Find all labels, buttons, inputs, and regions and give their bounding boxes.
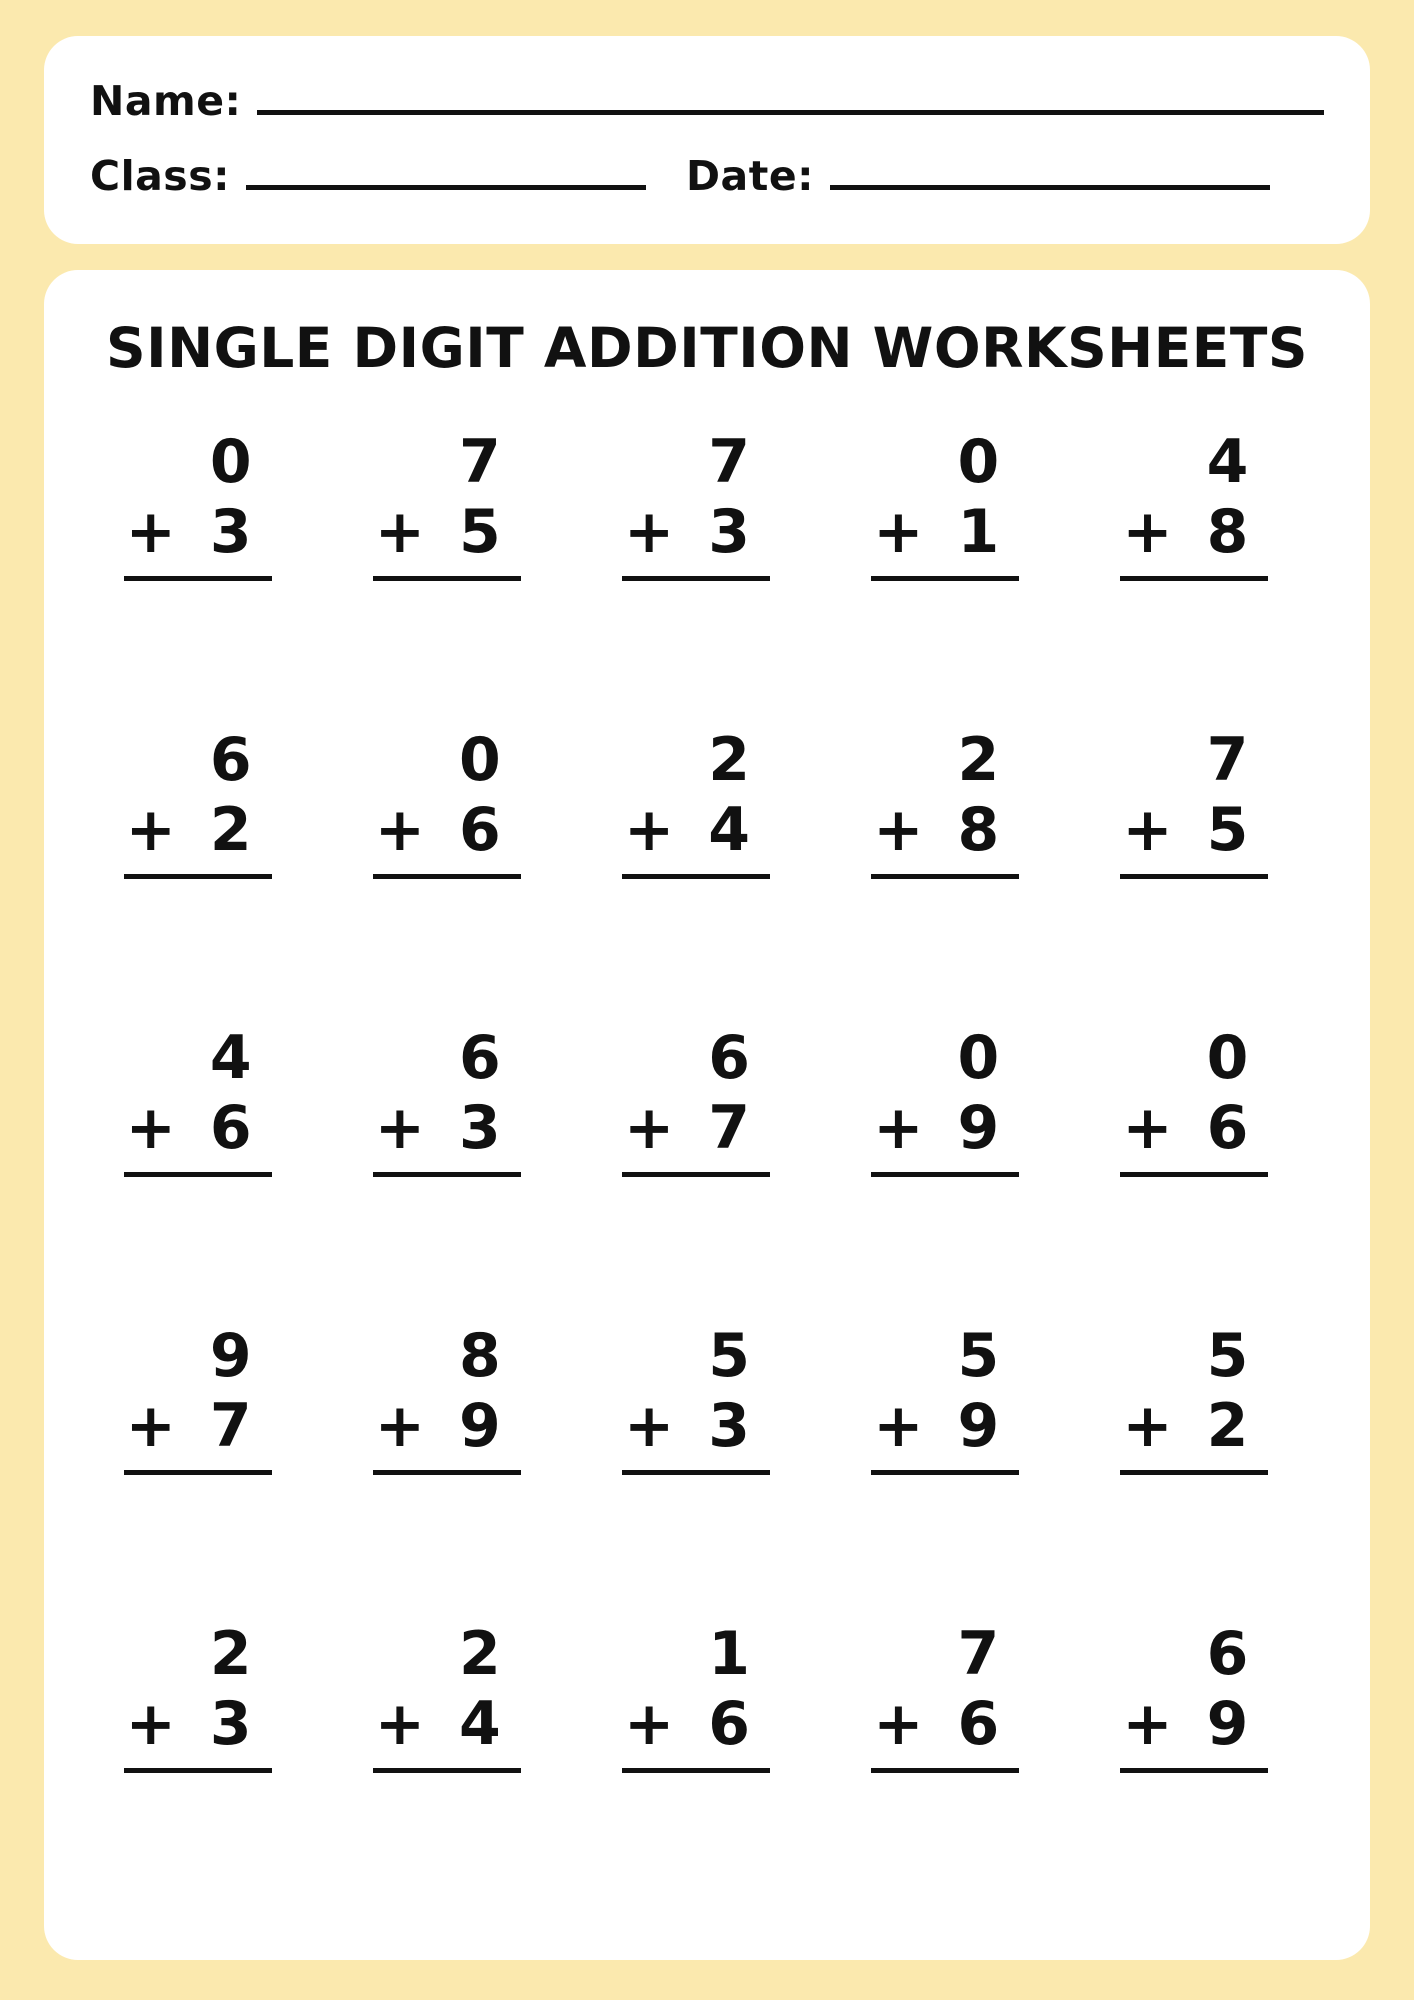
addend-bottom: 6 bbox=[459, 795, 501, 865]
addend-bottom: 7 bbox=[708, 1093, 750, 1163]
answer-line[interactable] bbox=[622, 1768, 770, 1773]
addend-bottom: 9 bbox=[957, 1391, 1000, 1461]
addend-top: 4 bbox=[209, 1023, 252, 1093]
addend-bottom: 9 bbox=[957, 1093, 1000, 1163]
addend-bottom: 1 bbox=[957, 497, 1000, 567]
plus-icon: + bbox=[1122, 1689, 1173, 1759]
addend-top: 7 bbox=[957, 1619, 1000, 1689]
addend-top: 2 bbox=[708, 725, 750, 795]
answer-line[interactable] bbox=[871, 1768, 1019, 1773]
plus-icon: + bbox=[374, 1689, 426, 1759]
answer-line[interactable] bbox=[373, 576, 521, 581]
date-input-line[interactable] bbox=[830, 151, 1270, 190]
problem-item bbox=[832, 1020, 1081, 1318]
answer-line[interactable] bbox=[622, 1470, 770, 1475]
plus-icon: + bbox=[873, 1391, 924, 1461]
worksheet-card bbox=[44, 270, 1370, 1960]
problem-item bbox=[84, 424, 333, 722]
plus-icon: + bbox=[125, 497, 176, 567]
addend-bottom: 3 bbox=[708, 1391, 750, 1461]
addend-bottom: 9 bbox=[1206, 1689, 1249, 1759]
problem-item bbox=[582, 1616, 831, 1914]
plus-icon: + bbox=[873, 1689, 924, 1759]
plus-icon: + bbox=[623, 1093, 675, 1163]
class-date-field-row bbox=[90, 151, 1324, 200]
addend-bottom: 6 bbox=[1206, 1093, 1249, 1163]
addend-top: 6 bbox=[459, 1023, 501, 1093]
problem-item bbox=[582, 424, 831, 722]
plus-icon: + bbox=[374, 1391, 426, 1461]
problems-grid bbox=[84, 424, 1330, 1914]
answer-line[interactable] bbox=[622, 576, 770, 581]
problem-item bbox=[832, 1616, 1081, 1914]
answer-line[interactable] bbox=[373, 1172, 521, 1177]
plus-icon: + bbox=[1122, 497, 1173, 567]
addend-bottom: 2 bbox=[1206, 1391, 1249, 1461]
addend-bottom: 3 bbox=[209, 1689, 252, 1759]
problem-item bbox=[333, 1616, 582, 1914]
problem-item bbox=[84, 1616, 333, 1914]
answer-line[interactable] bbox=[1120, 576, 1268, 581]
answer-line[interactable] bbox=[124, 1470, 272, 1475]
answer-line[interactable] bbox=[373, 1470, 521, 1475]
answer-line[interactable] bbox=[124, 1172, 272, 1177]
problem-item bbox=[333, 1020, 582, 1318]
student-info-card bbox=[44, 36, 1370, 244]
plus-icon: + bbox=[873, 1093, 924, 1163]
addend-bottom: 4 bbox=[708, 795, 750, 865]
answer-line[interactable] bbox=[124, 874, 272, 879]
addend-top: 0 bbox=[957, 1023, 1000, 1093]
class-label: Class: bbox=[90, 152, 231, 200]
addend-top: 0 bbox=[209, 427, 252, 497]
problem-item bbox=[333, 424, 582, 722]
name-label: Name: bbox=[90, 77, 242, 125]
page-title: SINGLE DIGIT ADDITION WORKSHEETS bbox=[106, 316, 1308, 380]
addend-bottom: 3 bbox=[459, 1093, 501, 1163]
addend-top: 2 bbox=[957, 725, 1000, 795]
answer-line[interactable] bbox=[124, 576, 272, 581]
plus-icon: + bbox=[125, 1093, 176, 1163]
problem-item bbox=[1081, 722, 1330, 1020]
addend-bottom: 5 bbox=[1206, 795, 1249, 865]
addend-top: 7 bbox=[459, 427, 501, 497]
answer-line[interactable] bbox=[871, 576, 1019, 581]
addend-bottom: 6 bbox=[209, 1093, 252, 1163]
answer-line[interactable] bbox=[124, 1768, 272, 1773]
name-field-row bbox=[90, 76, 1324, 125]
addend-top: 5 bbox=[708, 1321, 750, 1391]
addend-top: 0 bbox=[459, 725, 501, 795]
answer-line[interactable] bbox=[1120, 1768, 1268, 1773]
addend-bottom: 3 bbox=[708, 497, 750, 567]
addend-bottom: 5 bbox=[459, 497, 501, 567]
addend-top: 2 bbox=[209, 1619, 252, 1689]
plus-icon: + bbox=[374, 497, 426, 567]
addend-top: 9 bbox=[209, 1321, 252, 1391]
answer-line[interactable] bbox=[1120, 1172, 1268, 1177]
problem-item bbox=[1081, 1616, 1330, 1914]
plus-icon: + bbox=[125, 1689, 176, 1759]
answer-line[interactable] bbox=[871, 1470, 1019, 1475]
problem-item bbox=[832, 424, 1081, 722]
plus-icon: + bbox=[125, 795, 176, 865]
addend-top: 6 bbox=[708, 1023, 750, 1093]
answer-line[interactable] bbox=[871, 874, 1019, 879]
addend-top: 0 bbox=[1206, 1023, 1249, 1093]
problem-item bbox=[1081, 1318, 1330, 1616]
answer-line[interactable] bbox=[622, 874, 770, 879]
problem-item bbox=[1081, 424, 1330, 722]
addend-top: 8 bbox=[459, 1321, 501, 1391]
answer-line[interactable] bbox=[373, 1768, 521, 1773]
plus-icon: + bbox=[623, 1689, 675, 1759]
answer-line[interactable] bbox=[373, 874, 521, 879]
addend-top: 2 bbox=[459, 1619, 501, 1689]
addend-top: 1 bbox=[708, 1619, 750, 1689]
plus-icon: + bbox=[873, 497, 924, 567]
addend-bottom: 3 bbox=[209, 497, 252, 567]
problem-item bbox=[832, 722, 1081, 1020]
problem-item bbox=[84, 1318, 333, 1616]
plus-icon: + bbox=[873, 795, 924, 865]
problem-item bbox=[333, 1318, 582, 1616]
plus-icon: + bbox=[374, 1093, 426, 1163]
addend-bottom: 6 bbox=[708, 1689, 750, 1759]
problem-item bbox=[1081, 1020, 1330, 1318]
problem-item bbox=[582, 1020, 831, 1318]
addend-top: 0 bbox=[957, 427, 1000, 497]
plus-icon: + bbox=[1122, 1093, 1173, 1163]
problem-item bbox=[84, 722, 333, 1020]
addend-top: 7 bbox=[1206, 725, 1249, 795]
date-label: Date: bbox=[686, 152, 815, 200]
plus-icon: + bbox=[623, 795, 675, 865]
plus-icon: + bbox=[374, 795, 426, 865]
addend-top: 4 bbox=[1206, 427, 1249, 497]
addend-bottom: 4 bbox=[459, 1689, 501, 1759]
addend-top: 6 bbox=[1206, 1619, 1249, 1689]
class-input-line[interactable] bbox=[246, 151, 646, 190]
problem-item bbox=[832, 1318, 1081, 1616]
problem-item bbox=[333, 722, 582, 1020]
answer-line[interactable] bbox=[871, 1172, 1019, 1177]
answer-line[interactable] bbox=[622, 1172, 770, 1177]
answer-line[interactable] bbox=[1120, 874, 1268, 879]
addend-bottom: 8 bbox=[957, 795, 1000, 865]
problem-item bbox=[582, 1318, 831, 1616]
addend-top: 5 bbox=[1206, 1321, 1249, 1391]
plus-icon: + bbox=[125, 1391, 176, 1461]
addend-bottom: 7 bbox=[209, 1391, 252, 1461]
addend-top: 7 bbox=[708, 427, 750, 497]
addend-bottom: 8 bbox=[1206, 497, 1249, 567]
plus-icon: + bbox=[623, 497, 675, 567]
plus-icon: + bbox=[623, 1391, 675, 1461]
plus-icon: + bbox=[1122, 795, 1173, 865]
plus-icon: + bbox=[1122, 1391, 1173, 1461]
addend-bottom: 2 bbox=[209, 795, 252, 865]
problem-item bbox=[84, 1020, 333, 1318]
addend-bottom: 9 bbox=[459, 1391, 501, 1461]
addend-top: 5 bbox=[957, 1321, 1000, 1391]
addend-bottom: 6 bbox=[957, 1689, 1000, 1759]
name-input-line[interactable] bbox=[257, 76, 1324, 115]
answer-line[interactable] bbox=[1120, 1470, 1268, 1475]
addend-top: 6 bbox=[209, 725, 252, 795]
problem-item bbox=[582, 722, 831, 1020]
